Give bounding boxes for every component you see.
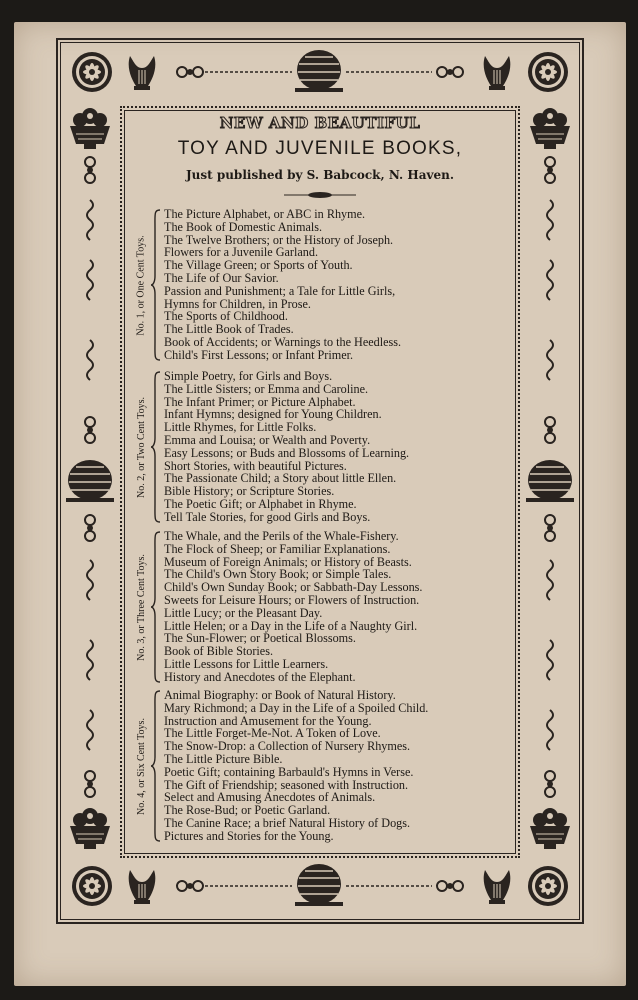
list-item: The Poetic Gift; or Alphabet in Rhyme. xyxy=(164,496,357,511)
list-item: The Sun-Flower; or Poetical Blossoms. xyxy=(164,631,356,646)
brace-icon xyxy=(150,208,162,362)
list-item: Sweets for Leisure Hours; or Flowers of Instruction. xyxy=(164,592,420,607)
list-item: Passion and Punishment; a Tale for Little Girls, xyxy=(164,283,396,298)
list-item: Child's Own Sunday Book; or Sabbath-Day Lessons. xyxy=(164,580,423,595)
page-title: TOY AND JUVENILE BOOKS, xyxy=(177,138,463,159)
list-item: Little Rhymes, for Little Folks. xyxy=(164,420,317,435)
list-item: Flowers for a Juvenile Garland. xyxy=(164,245,318,260)
list-item: The Whale, and the Perils of the Whale-Fishery. xyxy=(164,529,399,543)
book-list xyxy=(164,689,428,843)
list-item: Little Lessons for Little Learners. xyxy=(164,656,329,671)
list-item: The Passionate Child; a Story about little Ellen. xyxy=(164,471,397,486)
list-item: The Snow-Drop: a Collection of Nursery Rhymes. xyxy=(164,739,411,754)
list-item: The Picture Alphabet, or ABC in Rhyme. xyxy=(164,207,366,221)
book-list xyxy=(164,530,422,684)
brace-icon xyxy=(150,370,162,524)
list-item: Simple Poetry, for Girls and Boys. xyxy=(164,369,333,383)
section-label: No. 4, or Six Cent Toys. xyxy=(135,717,147,815)
list-item: Pictures and Stories for the Young. xyxy=(164,828,334,843)
section-label: No. 1, or One Cent Toys. xyxy=(135,234,147,336)
book-list xyxy=(164,208,401,362)
list-item: The Twelve Brothers; or the History of Joseph. xyxy=(164,232,394,247)
list-item: The Flock of Sheep; or Familiar Explanations. xyxy=(164,541,391,556)
list-item: Instruction and Amusement for the Young. xyxy=(164,713,372,728)
list-item: Museum of Foreign Animals; or History of Beasts. xyxy=(164,554,412,569)
list-item: Infant Hymns; designed for Young Children. xyxy=(164,407,382,422)
list-item: Tell Tale Stories, for good Girls and Boys. xyxy=(164,509,371,524)
list-item: The Little Forget-Me-Not. A Token of Love. xyxy=(164,726,381,741)
list-item: History and Anecdotes of the Elephant. xyxy=(164,669,356,684)
list-item: Animal Biography: or Book of Natural History. xyxy=(164,688,396,702)
list-item: Mary Richmond; a Day in the Life of a Spoiled Child. xyxy=(164,700,429,715)
list-item: The Sports of Childhood. xyxy=(164,309,288,324)
list-item: Little Helen; or a Day in the Life of a Naughty Girl. xyxy=(164,618,418,633)
list-item: Bible History; or Scripture Stories. xyxy=(164,484,335,499)
publisher-line: Just published by S. Babcock, N. Haven. xyxy=(185,168,455,182)
list-item: Select and Amusing Anecdotes of Animals. xyxy=(164,790,376,805)
list-item: Book of Accidents; or Warnings to the Heedless. xyxy=(164,334,402,349)
list-item: The Village Green; or Sports of Youth. xyxy=(164,258,353,273)
list-item: The Book of Domestic Animals. xyxy=(164,219,323,234)
list-item: The Child's Own Story Book; or Simple Tales. xyxy=(164,567,392,582)
list-item: Easy Lessons; or Buds and Blossoms of Learning. xyxy=(164,445,410,460)
list-item: Emma and Louisa; or Wealth and Poverty. xyxy=(164,432,371,447)
book-list xyxy=(164,370,409,524)
list-item: Book of Bible Stories. xyxy=(164,644,274,659)
list-item: The Life of Our Savior. xyxy=(164,270,279,285)
list-item: Hymns for Children, in Prose. xyxy=(164,296,311,311)
list-item: The Rose-Bud; or Poetic Garland. xyxy=(164,803,331,818)
list-item: The Little Sisters; or Emma and Caroline. xyxy=(164,381,369,396)
title-rule-ornament xyxy=(284,190,356,200)
list-item: Poetic Gift; containing Barbauld's Hymns in Verse. xyxy=(164,764,414,779)
section-label: No. 2, or Two Cent Toys. xyxy=(135,396,147,498)
list-item: Little Lucy; or the Pleasant Day. xyxy=(164,605,323,620)
brace-icon xyxy=(150,689,162,843)
list-item: The Little Book of Trades. xyxy=(164,322,294,337)
brace-icon xyxy=(150,530,162,684)
list-item: The Canine Race; a brief Natural History of Dogs. xyxy=(164,815,411,830)
list-item: The Infant Primer; or Picture Alphabet. xyxy=(164,394,356,409)
section-label: No. 3, or Three Cent Toys. xyxy=(135,553,147,661)
list-item: Child's First Lessons; or Infant Primer. xyxy=(164,347,354,362)
title-decorative: NEW AND BEAUTIFUL xyxy=(219,114,421,132)
list-item: The Gift of Friendship; seasoned with Instruction. xyxy=(164,777,409,792)
list-item: Short Stories, with beautiful Pictures. xyxy=(164,458,347,473)
list-item: The Little Picture Bible. xyxy=(164,751,283,766)
